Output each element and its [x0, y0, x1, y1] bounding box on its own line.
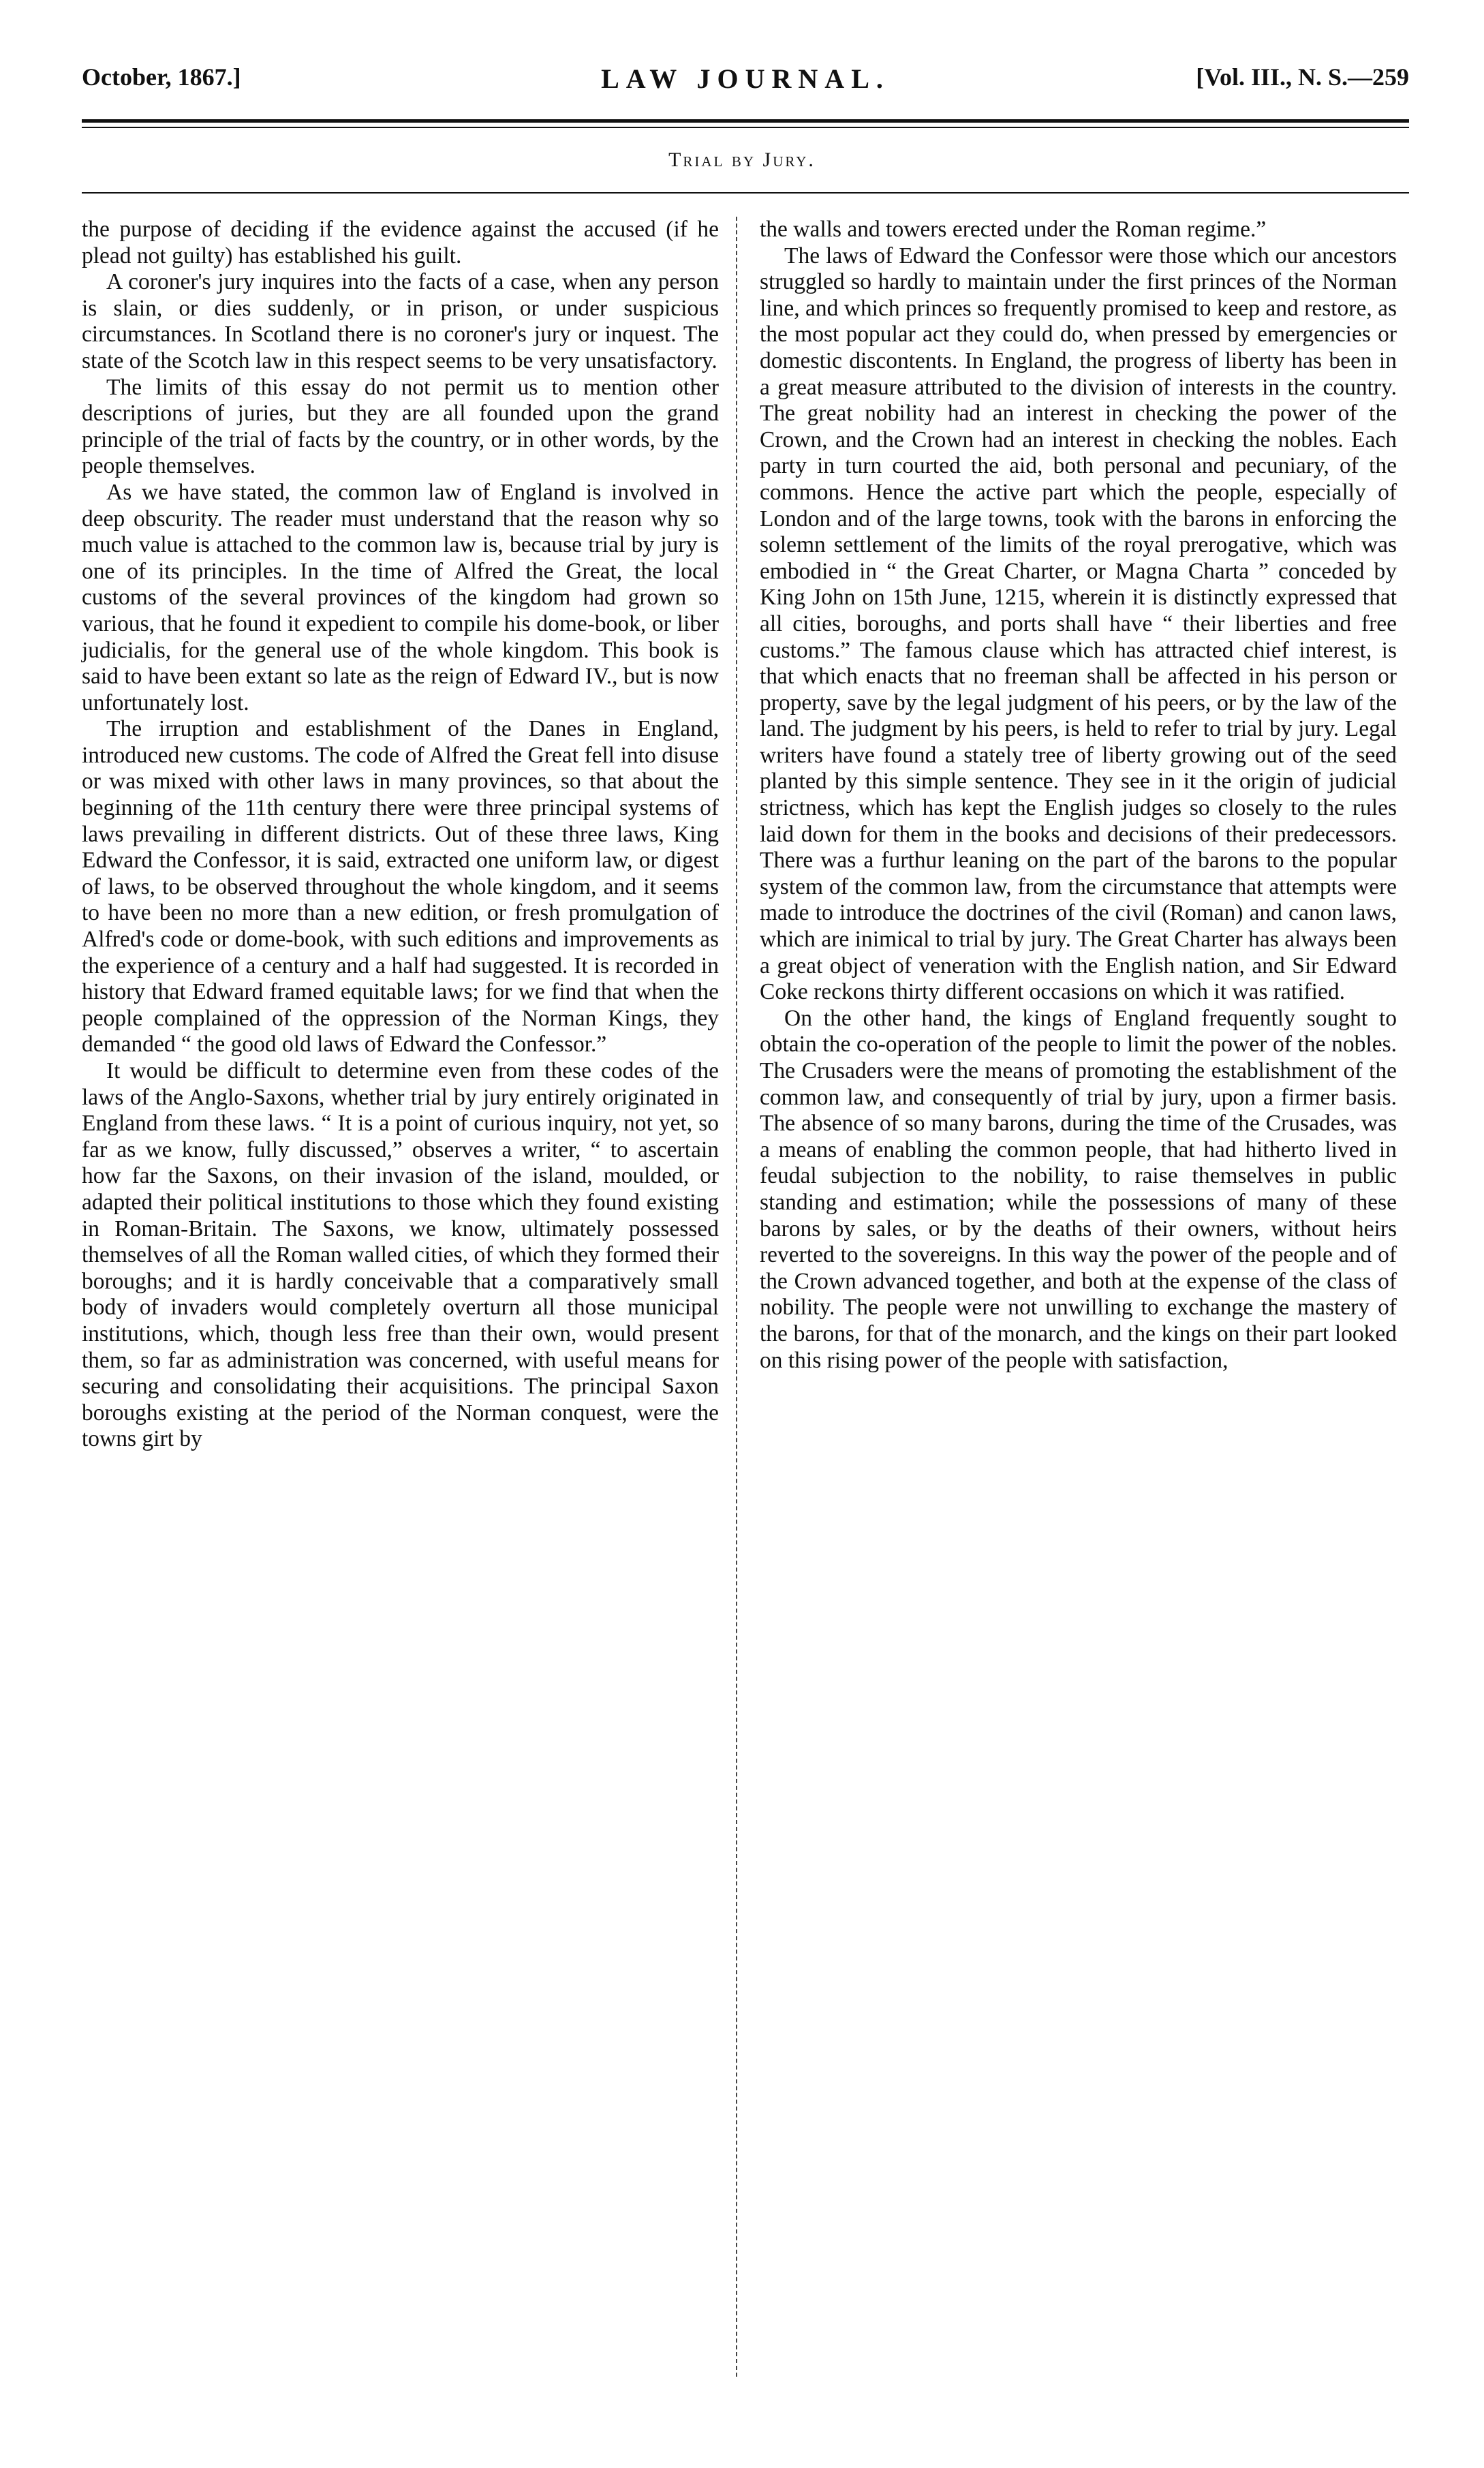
- right-paragraph-1: the walls and towers erected under the Roman regime.”: [760, 217, 1267, 242]
- header-rule-thick: [82, 119, 1409, 123]
- section-rule: [82, 192, 1409, 194]
- left-paragraph-5: The irruption and establishment of the Danes in England, introduced new customs. The code of Alfred the Great fell into disuse or was mixed with other laws in many provinces, so that about the beginning of the 11th century there were three principal systems of laws prevailing in different districts. Out of these three laws, King Edward the Confessor, it is said, extracted one uniform law, or digest of laws, to be observed throughout the whole kingdom, and it seems to have been no more than a new edition, or fresh promulgation of Alfred's code or dome-book, with such editions and improvements as the experience of a century and a half had suggested. It is recorded in history that Edward framed equitable laws; for we find that when the people complained of the oppression of the Norman Kings, they demanded “ the good old laws of Edward the Confessor.”: [82, 716, 719, 1058]
- header-date: October, 1867.]: [82, 63, 241, 91]
- left-paragraph-1: the purpose of deciding if the evidence against the accused (if he plead not guilty) has established his guilt.: [82, 217, 719, 268]
- section-title: Trial by Jury.: [668, 149, 816, 171]
- column-divider: [736, 217, 737, 2377]
- header-volume-page: [Vol. III., N. S.—259: [1196, 63, 1409, 91]
- left-column: [82, 217, 719, 1453]
- right-column: [760, 217, 1397, 1374]
- header-journal-title: LAW JOURNAL.: [601, 63, 890, 94]
- left-paragraph-4: As we have stated, the common law of England is involved in deep obscurity. The reader must understand that the reason why so much value is attached to the common law is, because trial by jury is one of its principles. In the time of Alfred the Great, the local customs of the several provinces of the kingdom had grown so various, that he found it expedient to compile his dome-book, or liber judicialis, for the general use of the whole kingdom. This book is said to have been extant so late as the reign of Edward IV., but is now unfortunately lost.: [82, 479, 719, 715]
- left-paragraph-6: It would be difficult to determine even from these codes of the laws of the Anglo-Saxons, whether trial by jury entirely originated in England from these laws. “ It is a point of curious inquiry, not yet, so far as we know, fully discussed,” observes a writer, “ to ascertain how far the Saxons, on their invasion of the island, moulded, or adapted their political institutions to those which they found existing in Roman-Britain. The Saxons, we know, ultimately possessed themselves of all the Roman walled cities, of which they formed their boroughs; and it is hardly conceivable that a comparatively small body of invaders would completely overturn all those municipal institutions, which, though less free than their own, would present them, so far as administration was concerned, with useful means for securing and consolidating their acquisitions. The principal Saxon boroughs existing at the period of the Norman conquest, were the towns girt by: [82, 1058, 719, 1452]
- running-head: [82, 63, 1409, 104]
- header-rule-thin: [82, 127, 1409, 128]
- right-paragraph-2: The laws of Edward the Confessor were those which our ancestors struggled so hardly to maintain under the first princes of the Norman line, and which princes so frequently promised to keep and restore, as the most popular act they could do, when pressed by emergencies or domestic discontents. In England, the progress of liberty has been in a great measure attributed to the division of interests in the country. The great nobility had an interest in checking the power of the Crown, and the Crown had an interest in checking the nobles. Each party in turn courted the aid, both personal and pecuniary, of the commons. Hence the active part which the people, especially of London and of the large towns, took with the barons in enforcing the solemn settlement of the limits of the royal prerogative, which was embodied in “ the Great Charter, or Magna Charta ” conceded by King John on 15th June, 1215, wherein it is distinctly expressed that all cities, boroughs, and ports shall have “ their liberties and free customs.” The famous clause which has attracted chief interest, is that which enacts that no freeman shall be affected in his person or property, save by the legal judgment of his peers, or by the law of the land. The judgment by his peers, is held to refer to trial by jury. Legal writers have found a stately tree of liberty growing out of the seed planted by this simple sentence. They see in it the origin of judicial strictness, which has kept the English judges so closely to the rules laid down for them in the books and decisions of their predecessors. There was a furthur leaning on the part of the barons to the popular system of the common law, from the circumstance that attempts were made to introduce the doctrines of the civil (Roman) and canon laws, which are inimical to trial by jury. The Great Charter has always been a great object of veneration with the English nation, and Sir Edward Coke reckons thirty different occasions on which it was ratified.: [760, 243, 1397, 1005]
- right-paragraph-3: On the other hand, the kings of England frequently sought to obtain the co-operation of the people to limit the power of the nobles. The Crusaders were the means of promoting the establishment of the common law, and consequently of trial by jury, upon a firmer basis. The absence of so many barons, during the time of the Crusades, was a means of enabling the common people, that had hitherto lived in feudal subjection to the nobility, to raise themselves in public standing and estimation; while the possessions of many of these barons by sales, or by the deaths of their owners, without heirs reverted to the sovereigns. In this way the power of the people and of the Crown advanced together, and both at the expense of the class of nobility. The people were not unwilling to exchange the mastery of the barons, for that of the monarch, and the kings on their part looked on this rising power of the people with satisfaction,: [760, 1005, 1397, 1373]
- left-paragraph-2: A coroner's jury inquires into the facts of a case, when any person is slain, or dies suddenly, or in prison, or under suspicious circumstances. In Scotland there is no coroner's jury or inquest. The state of the Scotch law in this respect seems to be very unsatisfactory.: [82, 269, 719, 373]
- left-paragraph-3: The limits of this essay do not permit us to mention other descriptions of juries, but they are all founded upon the grand principle of the trial of facts by the country, or in other words, by the people themselves.: [82, 374, 719, 479]
